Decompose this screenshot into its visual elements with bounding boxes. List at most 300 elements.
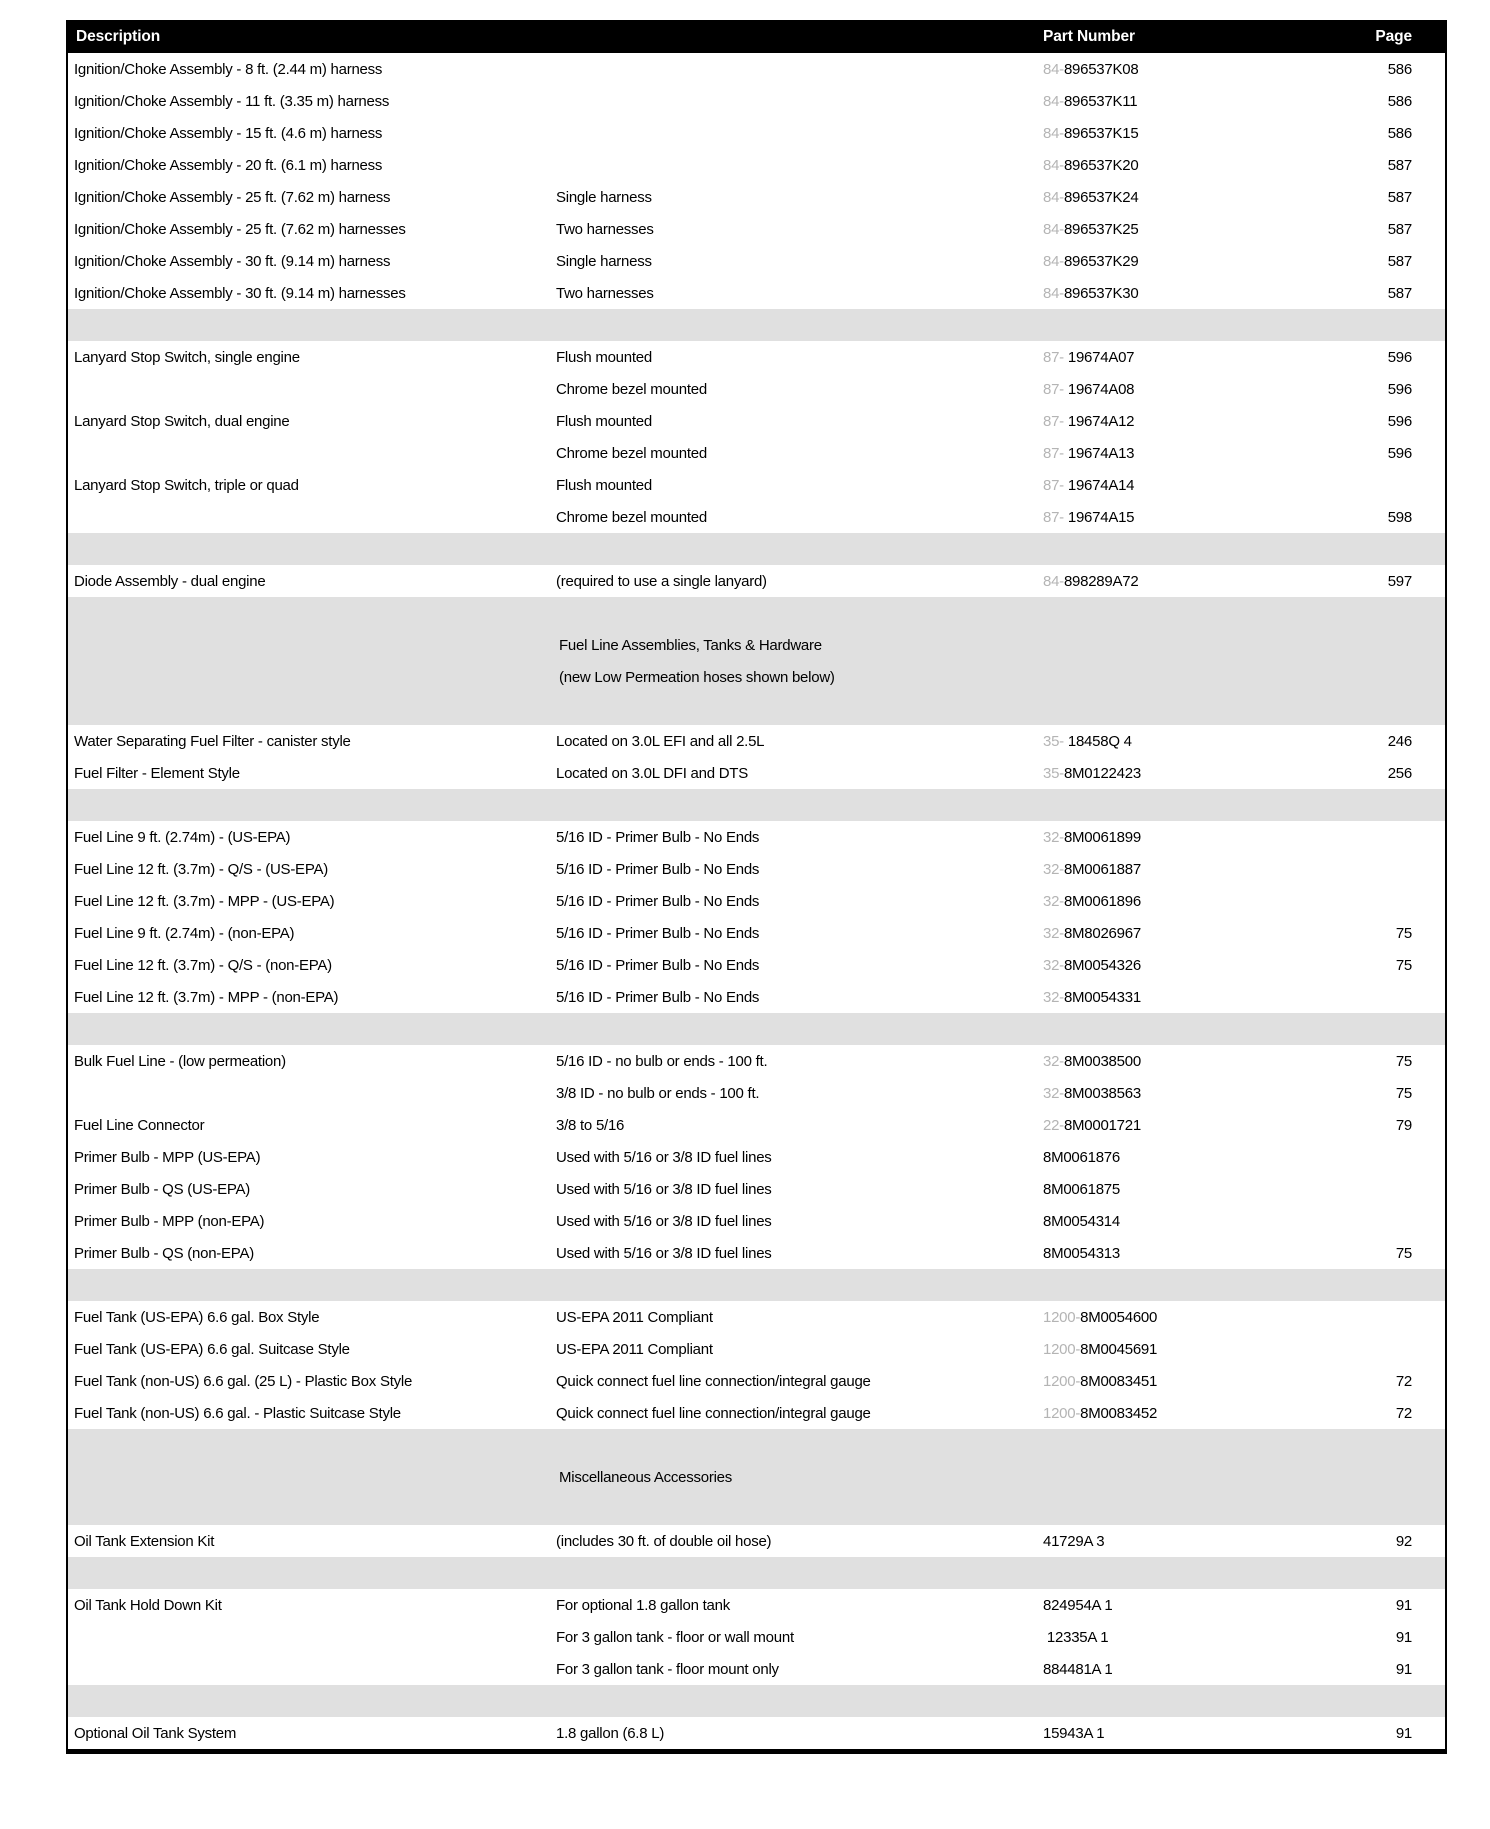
- note-cell: 1.8 gallon (6.8 L): [554, 1717, 1041, 1752]
- description-cell: Fuel Line 12 ft. (3.7m) - MPP - (US-EPA): [67, 885, 554, 917]
- part-number: 8M0045691: [1080, 1340, 1158, 1358]
- part-number: 8M0061875: [1043, 1180, 1120, 1198]
- table-row: [67, 1717, 1446, 1752]
- part-number-cell: [1041, 853, 1241, 885]
- page-cell: 91: [1241, 1589, 1446, 1621]
- part-number: 19674A12: [1067, 412, 1135, 430]
- page-cell: 75: [1241, 949, 1446, 981]
- part-number-cell: [1041, 469, 1241, 501]
- description-cell: Ignition/Choke Assembly - 25 ft. (7.62 m) harness: [67, 181, 554, 213]
- part-number-cell: [1041, 373, 1241, 405]
- part-prefix: 1200-: [1043, 1308, 1081, 1326]
- table-row: [67, 1109, 1446, 1141]
- header-row: [67, 20, 1446, 53]
- note-cell: 3/8 to 5/16: [554, 1109, 1041, 1141]
- table-row: [67, 885, 1446, 917]
- note-cell: 5/16 ID - Primer Bulb - No Ends: [554, 821, 1041, 853]
- part-prefix: 84-: [1043, 572, 1064, 590]
- description-cell: [67, 1653, 554, 1685]
- part-prefix: 32-: [1043, 1052, 1064, 1070]
- part-number: 8M0054313: [1043, 1244, 1120, 1262]
- part-prefix: 35-: [1043, 764, 1064, 782]
- description-cell: Ignition/Choke Assembly - 15 ft. (4.6 m) harness: [67, 117, 554, 149]
- part-number-cell: [1041, 437, 1241, 469]
- note-cell: (required to use a single lanyard): [554, 565, 1041, 597]
- section-row: [67, 1429, 1446, 1461]
- part-number: 12335A 1: [1043, 1628, 1109, 1646]
- part-number: 896537K25: [1063, 220, 1139, 238]
- part-number: 898289A72: [1063, 572, 1139, 590]
- table-row: [67, 277, 1446, 309]
- section-title: Miscellaneous Accessories: [559, 1468, 732, 1486]
- part-number: 896537K29: [1063, 252, 1139, 270]
- description-cell: Fuel Line 12 ft. (3.7m) - Q/S - (non-EPA): [67, 949, 554, 981]
- note-cell: [554, 85, 1041, 117]
- spacer-cell: [67, 309, 1446, 341]
- page-cell: 75: [1241, 1077, 1446, 1109]
- note-cell: Two harnesses: [554, 277, 1041, 309]
- table-row: [67, 1237, 1446, 1269]
- part-number-cell: [1041, 1589, 1241, 1621]
- table-row: [67, 1173, 1446, 1205]
- table-header: [67, 20, 1446, 53]
- description-cell: Primer Bulb - QS (non-EPA): [67, 1237, 554, 1269]
- spacer-row: [67, 309, 1446, 341]
- page-cell: [1241, 1333, 1446, 1365]
- part-number: 8M0061899: [1063, 828, 1141, 846]
- part-prefix: 87-: [1043, 412, 1068, 430]
- page-cell: [1241, 1301, 1446, 1333]
- table-row: [67, 341, 1446, 373]
- table-row: [67, 1205, 1446, 1237]
- description-cell: Fuel Line 9 ft. (2.74m) - (US-EPA): [67, 821, 554, 853]
- description-cell: [67, 437, 554, 469]
- part-prefix: 32-: [1043, 860, 1064, 878]
- part-number-cell: [1041, 149, 1241, 181]
- table-row: [67, 501, 1446, 533]
- part-number: 19674A13: [1067, 444, 1135, 462]
- note-cell: 5/16 ID - Primer Bulb - No Ends: [554, 949, 1041, 981]
- part-number-cell: [1041, 757, 1241, 789]
- part-number-cell: [1041, 53, 1241, 85]
- part-number-cell: [1041, 277, 1241, 309]
- section-cell: [67, 1429, 1446, 1461]
- part-prefix: 32-: [1043, 924, 1064, 942]
- page-cell: 597: [1241, 565, 1446, 597]
- page-cell: 587: [1241, 245, 1446, 277]
- note-cell: 5/16 ID - Primer Bulb - No Ends: [554, 885, 1041, 917]
- parts-table: [66, 20, 1447, 1754]
- part-prefix: 84-: [1043, 156, 1064, 174]
- part-number-cell: [1041, 821, 1241, 853]
- spacer-cell: [67, 1013, 1446, 1045]
- page-cell: 596: [1241, 437, 1446, 469]
- part-number: 19674A08: [1067, 380, 1135, 398]
- section-row: [67, 629, 1446, 661]
- page-cell: 587: [1241, 277, 1446, 309]
- spacer-cell: [67, 1685, 1446, 1717]
- part-number-cell: [1041, 1205, 1241, 1237]
- description-cell: Primer Bulb - MPP (US-EPA): [67, 1141, 554, 1173]
- note-cell: Quick connect fuel line connection/integral gauge: [554, 1397, 1041, 1429]
- part-number-cell: [1041, 917, 1241, 949]
- description-cell: Fuel Tank (US-EPA) 6.6 gal. Suitcase Style: [67, 1333, 554, 1365]
- description-cell: Lanyard Stop Switch, triple or quad: [67, 469, 554, 501]
- note-cell: Chrome bezel mounted: [554, 437, 1041, 469]
- page-cell: 586: [1241, 53, 1446, 85]
- page-cell: [1241, 1173, 1446, 1205]
- table-row: [67, 757, 1446, 789]
- description-cell: [67, 1621, 554, 1653]
- section-cell: [67, 597, 1446, 629]
- part-number: 896537K20: [1063, 156, 1139, 174]
- note-cell: Flush mounted: [554, 469, 1041, 501]
- part-number: 8M0083451: [1080, 1372, 1158, 1390]
- table-row: [67, 917, 1446, 949]
- spacer-cell: [67, 1269, 1446, 1301]
- part-number: 8M0054314: [1043, 1212, 1120, 1230]
- part-number: 8M0083452: [1080, 1404, 1158, 1422]
- part-number-cell: [1041, 1525, 1241, 1557]
- part-number: 19674A14: [1067, 476, 1135, 494]
- table-row: [67, 1525, 1446, 1557]
- part-prefix: 87-: [1043, 348, 1068, 366]
- description-cell: Lanyard Stop Switch, single engine: [67, 341, 554, 373]
- part-number: 41729A 3: [1043, 1532, 1105, 1550]
- part-prefix: 84-: [1043, 92, 1064, 110]
- note-cell: Chrome bezel mounted: [554, 373, 1041, 405]
- description-cell: Optional Oil Tank System: [67, 1717, 554, 1752]
- col-header-part-number: Part Number: [1041, 20, 1241, 53]
- page-cell: 596: [1241, 405, 1446, 437]
- part-number-cell: [1041, 245, 1241, 277]
- note-cell: 5/16 ID - Primer Bulb - No Ends: [554, 853, 1041, 885]
- note-cell: Single harness: [554, 181, 1041, 213]
- part-prefix: 32-: [1043, 956, 1064, 974]
- table-row: [67, 1077, 1446, 1109]
- part-number: 8M0038500: [1063, 1052, 1141, 1070]
- description-cell: Fuel Tank (non-US) 6.6 gal. - Plastic Suitcase Style: [67, 1397, 554, 1429]
- page-cell: [1241, 469, 1446, 501]
- part-number: 896537K30: [1063, 284, 1139, 302]
- spacer-row: [67, 789, 1446, 821]
- part-number-cell: [1041, 341, 1241, 373]
- description-cell: Water Separating Fuel Filter - canister style: [67, 725, 554, 757]
- section-cell: [67, 1461, 1446, 1493]
- part-number: 896537K08: [1063, 60, 1139, 78]
- note-cell: Used with 5/16 or 3/8 ID fuel lines: [554, 1173, 1041, 1205]
- page-cell: 596: [1241, 341, 1446, 373]
- note-cell: 5/16 ID - Primer Bulb - No Ends: [554, 981, 1041, 1013]
- part-number: 896537K15: [1063, 124, 1139, 142]
- part-number: 8M0001721: [1063, 1116, 1141, 1134]
- table-row: [67, 1589, 1446, 1621]
- page-cell: 72: [1241, 1397, 1446, 1429]
- part-prefix: 32-: [1043, 828, 1064, 846]
- spacer-cell: [67, 533, 1446, 565]
- note-cell: Quick connect fuel line connection/integral gauge: [554, 1365, 1041, 1397]
- table-row: [67, 149, 1446, 181]
- description-cell: [67, 501, 554, 533]
- page-cell: 91: [1241, 1717, 1446, 1752]
- note-cell: 5/16 ID - Primer Bulb - No Ends: [554, 917, 1041, 949]
- part-number-cell: [1041, 501, 1241, 533]
- table-row: [67, 1365, 1446, 1397]
- description-cell: Oil Tank Hold Down Kit: [67, 1589, 554, 1621]
- table-row: [67, 469, 1446, 501]
- table-row: [67, 853, 1446, 885]
- part-number-cell: [1041, 1045, 1241, 1077]
- section-title: Fuel Line Assemblies, Tanks & Hardware: [559, 636, 822, 654]
- note-cell: [554, 149, 1041, 181]
- part-number-cell: [1041, 1621, 1241, 1653]
- part-prefix: 84-: [1043, 220, 1064, 238]
- col-header-description: Description: [67, 20, 554, 53]
- table-row: [67, 1621, 1446, 1653]
- page-cell: [1241, 1141, 1446, 1173]
- table-row: [67, 117, 1446, 149]
- page-cell: 75: [1241, 1237, 1446, 1269]
- description-cell: Ignition/Choke Assembly - 20 ft. (6.1 m) harness: [67, 149, 554, 181]
- section-row: [67, 597, 1446, 629]
- page-cell: 596: [1241, 373, 1446, 405]
- table-row: [67, 1397, 1446, 1429]
- part-number-cell: [1041, 1333, 1241, 1365]
- part-number: 19674A15: [1067, 508, 1135, 526]
- section-row: [67, 1493, 1446, 1525]
- part-number: 896537K11: [1063, 92, 1138, 110]
- table-row: [67, 437, 1446, 469]
- note-cell: 3/8 ID - no bulb or ends - 100 ft.: [554, 1077, 1041, 1109]
- note-cell: 5/16 ID - no bulb or ends - 100 ft.: [554, 1045, 1041, 1077]
- page-cell: [1241, 853, 1446, 885]
- part-number-cell: [1041, 1301, 1241, 1333]
- description-cell: Fuel Line Connector: [67, 1109, 554, 1141]
- part-number-cell: [1041, 1109, 1241, 1141]
- parts-table-body: [67, 53, 1446, 1752]
- page-cell: 91: [1241, 1621, 1446, 1653]
- spacer-cell: [67, 789, 1446, 821]
- part-prefix: 84-: [1043, 60, 1064, 78]
- page-cell: 587: [1241, 213, 1446, 245]
- table-row: [67, 725, 1446, 757]
- description-cell: Ignition/Choke Assembly - 11 ft. (3.35 m) harness: [67, 85, 554, 117]
- part-prefix: 87-: [1043, 508, 1068, 526]
- part-number: 8M0061887: [1063, 860, 1141, 878]
- note-cell: US-EPA 2011 Compliant: [554, 1301, 1041, 1333]
- description-cell: [67, 373, 554, 405]
- part-number-cell: [1041, 85, 1241, 117]
- part-number: 19674A07: [1067, 348, 1135, 366]
- description-cell: Diode Assembly - dual engine: [67, 565, 554, 597]
- description-cell: Fuel Line 12 ft. (3.7m) - MPP - (non-EPA): [67, 981, 554, 1013]
- note-cell: For optional 1.8 gallon tank: [554, 1589, 1041, 1621]
- page-cell: 91: [1241, 1653, 1446, 1685]
- note-cell: Flush mounted: [554, 341, 1041, 373]
- description-cell: Fuel Filter - Element Style: [67, 757, 554, 789]
- page-cell: 256: [1241, 757, 1446, 789]
- table-row: [67, 821, 1446, 853]
- part-prefix: 84-: [1043, 124, 1064, 142]
- page-cell: 586: [1241, 85, 1446, 117]
- part-prefix: 1200-: [1043, 1404, 1081, 1422]
- part-number: 8M0054331: [1063, 988, 1141, 1006]
- note-cell: (includes 30 ft. of double oil hose): [554, 1525, 1041, 1557]
- table-row: [67, 981, 1446, 1013]
- page-cell: 587: [1241, 149, 1446, 181]
- table-row: [67, 181, 1446, 213]
- part-prefix: 32-: [1043, 988, 1064, 1006]
- page-cell: 598: [1241, 501, 1446, 533]
- part-number-cell: [1041, 117, 1241, 149]
- part-number-cell: [1041, 213, 1241, 245]
- table-row: [67, 85, 1446, 117]
- part-number-cell: [1041, 1173, 1241, 1205]
- page-cell: 72: [1241, 1365, 1446, 1397]
- table-row: [67, 1141, 1446, 1173]
- part-number-cell: [1041, 1717, 1241, 1752]
- part-prefix: 87-: [1043, 476, 1068, 494]
- section-row: [67, 1461, 1446, 1493]
- table-row: [67, 213, 1446, 245]
- part-prefix: 87-: [1043, 380, 1068, 398]
- part-number-cell: [1041, 1653, 1241, 1685]
- part-number-cell: [1041, 405, 1241, 437]
- page-cell: 75: [1241, 1045, 1446, 1077]
- note-cell: Located on 3.0L DFI and DTS: [554, 757, 1041, 789]
- spacer-row: [67, 533, 1446, 565]
- page-cell: 79: [1241, 1109, 1446, 1141]
- section-row: [67, 661, 1446, 693]
- part-prefix: 84-: [1043, 252, 1064, 270]
- note-cell: For 3 gallon tank - floor mount only: [554, 1653, 1041, 1685]
- table-row: [67, 565, 1446, 597]
- col-header-notes: [554, 20, 1041, 53]
- part-number: 15943A 1: [1043, 1724, 1105, 1742]
- part-prefix: 84-: [1043, 284, 1064, 302]
- part-number: 8M0038563: [1063, 1084, 1141, 1102]
- part-number-cell: [1041, 181, 1241, 213]
- part-number: 8M0054600: [1080, 1308, 1158, 1326]
- page-cell: [1241, 885, 1446, 917]
- description-cell: Lanyard Stop Switch, dual engine: [67, 405, 554, 437]
- description-cell: Ignition/Choke Assembly - 30 ft. (9.14 m) harness: [67, 245, 554, 277]
- note-cell: Single harness: [554, 245, 1041, 277]
- page-cell: [1241, 821, 1446, 853]
- section-cell: [67, 1493, 1446, 1525]
- description-cell: Fuel Tank (US-EPA) 6.6 gal. Box Style: [67, 1301, 554, 1333]
- note-cell: Used with 5/16 or 3/8 ID fuel lines: [554, 1205, 1041, 1237]
- part-number: 896537K24: [1063, 188, 1139, 206]
- note-cell: US-EPA 2011 Compliant: [554, 1333, 1041, 1365]
- description-cell: Primer Bulb - QS (US-EPA): [67, 1173, 554, 1205]
- part-number: 824954A 1: [1043, 1596, 1113, 1614]
- part-number: 8M0061896: [1063, 892, 1141, 910]
- table-row: [67, 53, 1446, 85]
- note-cell: Used with 5/16 or 3/8 ID fuel lines: [554, 1141, 1041, 1173]
- part-prefix: 32-: [1043, 892, 1064, 910]
- table-row: [67, 1301, 1446, 1333]
- note-cell: Two harnesses: [554, 213, 1041, 245]
- part-number: 884481A 1: [1043, 1660, 1113, 1678]
- table-row: [67, 1653, 1446, 1685]
- section-cell: [67, 693, 1446, 725]
- part-number-cell: [1041, 1141, 1241, 1173]
- part-number-cell: [1041, 565, 1241, 597]
- part-number-cell: [1041, 949, 1241, 981]
- description-cell: Bulk Fuel Line - (low permeation): [67, 1045, 554, 1077]
- note-cell: Chrome bezel mounted: [554, 501, 1041, 533]
- part-prefix: 22-: [1043, 1116, 1064, 1134]
- table-row: [67, 405, 1446, 437]
- part-number-cell: [1041, 1397, 1241, 1429]
- part-number-cell: [1041, 981, 1241, 1013]
- page-cell: [1241, 981, 1446, 1013]
- spacer-row: [67, 1269, 1446, 1301]
- description-cell: Fuel Line 9 ft. (2.74m) - (non-EPA): [67, 917, 554, 949]
- part-number: 8M8026967: [1063, 924, 1141, 942]
- section-cell: [67, 661, 1446, 693]
- page-cell: 586: [1241, 117, 1446, 149]
- part-prefix: 35-: [1043, 732, 1068, 750]
- part-number-cell: [1041, 725, 1241, 757]
- part-prefix: 1200-: [1043, 1372, 1081, 1390]
- section-row: [67, 693, 1446, 725]
- page-cell: [1241, 1205, 1446, 1237]
- part-number: 8M0061876: [1043, 1148, 1120, 1166]
- part-number-cell: [1041, 885, 1241, 917]
- part-prefix: 84-: [1043, 188, 1064, 206]
- description-cell: Primer Bulb - MPP (non-EPA): [67, 1205, 554, 1237]
- page-cell: 587: [1241, 181, 1446, 213]
- table-row: [67, 245, 1446, 277]
- table-row: [67, 373, 1446, 405]
- section-title: (new Low Permeation hoses shown below): [559, 668, 835, 686]
- description-cell: Ignition/Choke Assembly - 25 ft. (7.62 m) harnesses: [67, 213, 554, 245]
- part-number-cell: [1041, 1237, 1241, 1269]
- description-cell: Ignition/Choke Assembly - 30 ft. (9.14 m) harnesses: [67, 277, 554, 309]
- note-cell: [554, 117, 1041, 149]
- part-prefix: 32-: [1043, 1084, 1064, 1102]
- note-cell: For 3 gallon tank - floor or wall mount: [554, 1621, 1041, 1653]
- note-cell: Used with 5/16 or 3/8 ID fuel lines: [554, 1237, 1041, 1269]
- col-header-page: Page: [1241, 20, 1446, 53]
- table-row: [67, 1045, 1446, 1077]
- spacer-row: [67, 1557, 1446, 1589]
- part-number: 8M0054326: [1063, 956, 1141, 974]
- note-cell: [554, 53, 1041, 85]
- description-cell: Ignition/Choke Assembly - 8 ft. (2.44 m) harness: [67, 53, 554, 85]
- part-number: 8M0122423: [1063, 764, 1141, 782]
- part-number: 18458Q 4: [1067, 732, 1132, 750]
- description-cell: Fuel Tank (non-US) 6.6 gal. (25 L) - Plastic Box Style: [67, 1365, 554, 1397]
- description-cell: Fuel Line 12 ft. (3.7m) - Q/S - (US-EPA): [67, 853, 554, 885]
- section-cell: [67, 629, 1446, 661]
- page-cell: 75: [1241, 917, 1446, 949]
- page-cell: 246: [1241, 725, 1446, 757]
- part-prefix: 1200-: [1043, 1340, 1081, 1358]
- part-number-cell: [1041, 1077, 1241, 1109]
- table-row: [67, 1333, 1446, 1365]
- description-cell: [67, 1077, 554, 1109]
- page-cell: 92: [1241, 1525, 1446, 1557]
- part-number-cell: [1041, 1365, 1241, 1397]
- note-cell: Flush mounted: [554, 405, 1041, 437]
- spacer-row: [67, 1685, 1446, 1717]
- note-cell: Located on 3.0L EFI and all 2.5L: [554, 725, 1041, 757]
- spacer-cell: [67, 1557, 1446, 1589]
- table-row: [67, 949, 1446, 981]
